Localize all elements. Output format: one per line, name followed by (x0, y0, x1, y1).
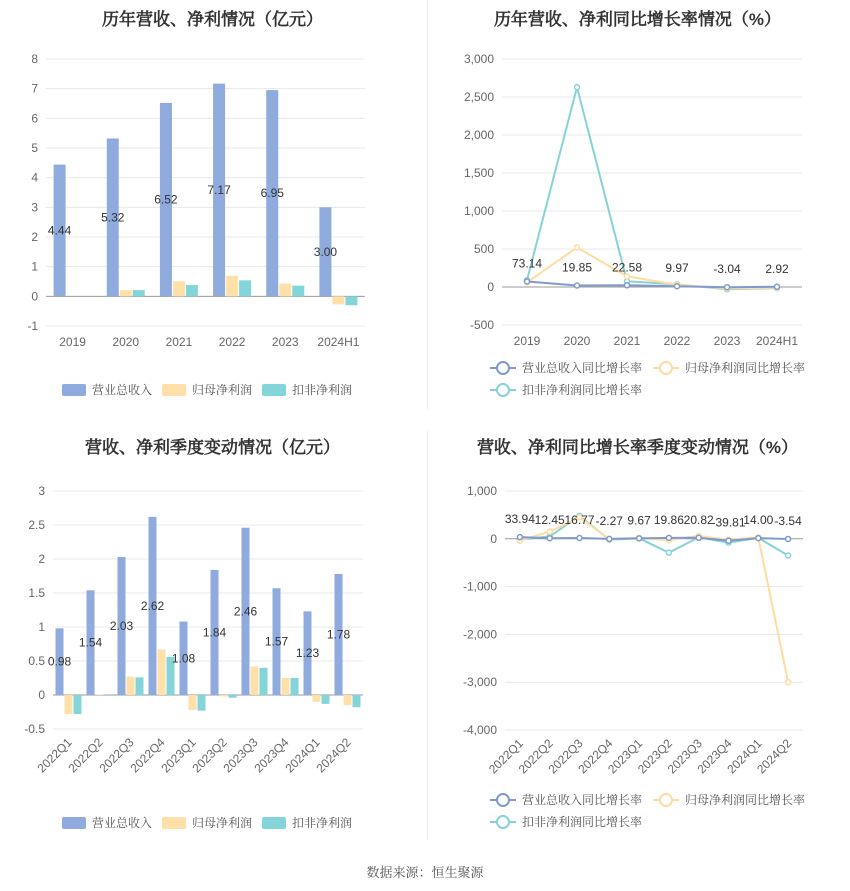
legend-label: 扣非净利润 (292, 383, 353, 397)
bar-data-label: 1.08 (171, 651, 196, 666)
x-tick-label: 2022 (218, 335, 246, 349)
x-tick-label: 2022Q3 (545, 736, 586, 777)
y-tick-label: 2.5 (28, 518, 45, 532)
x-tick-label: 2023Q4 (694, 736, 735, 777)
bar-data-label: 0.98 (47, 654, 72, 669)
x-tick-label: 2022Q3 (96, 735, 137, 776)
bar-deducted-profit (239, 280, 251, 296)
bar-data-label: 2.62 (140, 598, 165, 613)
chart-panel-annual-revenue (0, 0, 425, 420)
bar-data-label: 1.78 (326, 627, 351, 642)
legend-swatch (262, 817, 286, 829)
data-point (625, 274, 630, 279)
legend-marker (497, 794, 509, 806)
chart-panel-annual-growth (425, 0, 850, 420)
chart-panel-quarterly-growth (425, 425, 850, 850)
y-tick-label: 7 (31, 81, 38, 96)
data-point (786, 553, 791, 558)
x-tick-label: 2023Q3 (664, 736, 705, 777)
data-point (575, 245, 580, 250)
y-tick-label: 500 (473, 242, 494, 256)
bar-net-profit (313, 695, 321, 702)
y-tick-label: 0 (31, 289, 38, 304)
data-point (725, 285, 730, 290)
bar-net-profit (226, 276, 238, 296)
bar-deducted-profit (133, 290, 145, 296)
legend-swatch (162, 817, 186, 829)
line-data-label: 73.14 (511, 256, 543, 271)
chart-panel-quarterly-revenue (0, 425, 425, 850)
bar-deducted-profit (260, 668, 268, 695)
series-line-2 (527, 87, 777, 289)
bar-net-profit (173, 281, 185, 296)
data-point (575, 85, 580, 90)
x-tick-label: 2019 (513, 334, 541, 348)
line-data-label: 14.00 (743, 513, 774, 528)
line-data-label: -3.54 (774, 513, 802, 528)
bar-data-label: 2.03 (109, 618, 134, 633)
line-data-label: 9.97 (665, 261, 689, 276)
legend-marker (660, 794, 672, 806)
legend-label: 归母净利润 (192, 816, 253, 830)
chart-title: 营收、净利同比增长率季度变动情况（%） (476, 438, 799, 457)
chart-title: 历年营收、净利同比增长率情况（%） (493, 10, 782, 29)
x-tick-label: 2022 (663, 334, 691, 348)
bar-net-profit (127, 677, 135, 695)
vertical-divider-bottom (427, 430, 428, 840)
y-tick-label: -1,000 (462, 579, 497, 594)
data-point (666, 535, 671, 540)
x-tick-label: 2024Q2 (754, 736, 795, 777)
legend-label: 营业总收入 (92, 816, 153, 830)
bar-deducted-profit (353, 695, 361, 707)
y-tick-label: -3,000 (462, 675, 497, 690)
chart-title: 营收、净利季度变动情况（亿元） (85, 438, 340, 457)
bar-deducted-profit (345, 296, 357, 305)
quarterly-growth-line-chart (425, 425, 850, 850)
x-tick-label: 2019 (59, 335, 86, 349)
data-point (786, 680, 791, 685)
data-point (575, 283, 580, 288)
y-tick-label: -1 (27, 319, 38, 333)
bar-net-profit (158, 649, 166, 695)
bar-net-profit (251, 666, 259, 695)
y-tick-label: 1 (38, 620, 45, 634)
x-tick-label: 2022Q4 (575, 736, 616, 777)
bar-net-profit (120, 290, 132, 296)
legend-label: 营业总收入同比增长率 (522, 361, 643, 375)
y-tick-label: 2 (38, 552, 45, 566)
x-tick-label: 2020 (563, 334, 591, 348)
y-tick-label: 6 (31, 111, 38, 126)
bar-net-profit (344, 695, 352, 705)
x-tick-label: 2022Q2 (65, 735, 106, 776)
line-data-label: 19.86 (653, 512, 684, 527)
x-tick-label: 2021 (165, 335, 193, 349)
y-tick-label: 4 (31, 170, 38, 185)
line-data-label: 20.82 (683, 512, 714, 527)
bar-data-label: 3.00 (313, 244, 338, 259)
x-tick-label: 2023Q4 (251, 735, 292, 776)
legend-label: 归母净利润同比增长率 (685, 793, 806, 807)
legend-label: 营业总收入同比增长率 (522, 793, 643, 807)
legend-label: 营业总收入 (92, 383, 153, 397)
data-point (547, 536, 552, 541)
y-tick-label: 2,500 (463, 90, 494, 104)
bar-deducted-profit (105, 694, 113, 695)
line-data-label: 33.94 (504, 512, 535, 527)
bar-data-label: 7.17 (207, 182, 231, 197)
legend-label: 扣非净利润 (292, 816, 353, 830)
bar-data-label: 6.95 (260, 186, 284, 201)
line-data-label: 19.85 (561, 260, 593, 275)
bar-deducted-profit (292, 286, 304, 297)
data-point (637, 536, 642, 541)
legend-swatch (62, 384, 86, 396)
y-tick-label: 0.5 (28, 654, 45, 668)
bar-data-label: 1.84 (202, 625, 227, 640)
x-tick-label: 2023Q2 (634, 736, 676, 777)
data-point (775, 284, 780, 289)
bar-deducted-profit (186, 285, 198, 296)
bar-net-profit (65, 695, 73, 714)
legend-marker (497, 384, 509, 396)
data-point (696, 535, 701, 540)
data-point (547, 529, 552, 534)
bar-data-label: 1.57 (264, 634, 289, 649)
line-data-label: -39.81 (711, 515, 746, 530)
legend-label: 扣非净利润同比增长率 (522, 383, 643, 397)
y-tick-label: -2,000 (462, 627, 497, 642)
data-point (625, 283, 630, 288)
bar-data-label: 5.32 (101, 210, 125, 225)
legend-label: 归母净利润 (192, 383, 253, 397)
y-tick-label: 1,000 (463, 204, 494, 218)
bar-net-profit (220, 695, 228, 696)
legend-marker (497, 816, 509, 828)
bar-deducted-profit (229, 695, 237, 698)
y-tick-label: 3 (38, 484, 45, 498)
y-tick-label: 3,000 (463, 52, 494, 66)
bar-deducted-profit (74, 695, 82, 714)
x-tick-label: 2022Q4 (127, 735, 168, 776)
legend-swatch (62, 817, 86, 829)
x-tick-label: 2023Q2 (189, 735, 230, 776)
legend-label: 扣非净利润同比增长率 (522, 815, 643, 829)
bar-data-label: 2.46 (233, 604, 258, 619)
y-tick-label: 0 (38, 688, 45, 702)
y-tick-label: 5 (31, 141, 38, 155)
legend-swatch (262, 384, 286, 396)
y-tick-label: 1,500 (463, 166, 494, 180)
line-data-label: 2.92 (765, 261, 789, 276)
x-tick-label: 2021 (613, 334, 641, 348)
y-tick-label: 3 (31, 200, 38, 215)
y-tick-label: 0 (490, 531, 497, 546)
data-point (675, 284, 680, 289)
line-data-label: -3.04 (713, 262, 741, 277)
x-tick-label: 2023 (713, 334, 741, 348)
line-data-label: 12.45 (534, 513, 565, 528)
x-tick-label: 2020 (112, 335, 140, 349)
line-data-label: -2.27 (595, 513, 623, 528)
annual-growth-line-chart (425, 0, 850, 420)
y-tick-label: 0 (487, 280, 494, 294)
y-tick-label: 1 (31, 259, 38, 274)
bar-net-profit (189, 695, 197, 710)
bar-deducted-profit (198, 695, 206, 711)
data-point (577, 535, 582, 540)
bar-data-label: 6.52 (154, 192, 178, 207)
annual-revenue-bar-chart (0, 0, 425, 420)
x-tick-label: 2022Q1 (485, 736, 527, 777)
x-tick-label: 2024Q2 (313, 735, 354, 776)
quarterly-revenue-bar-chart (0, 425, 425, 850)
line-data-label: 9.67 (627, 513, 651, 528)
y-tick-label: -4,000 (462, 723, 497, 737)
data-point (726, 538, 731, 543)
x-tick-label: 2023 (271, 335, 299, 349)
line-data-label: 16.77 (564, 512, 595, 527)
bar-data-label: 1.54 (78, 635, 103, 650)
data-point (756, 536, 761, 541)
y-tick-label: 1,000 (466, 484, 497, 498)
data-point (517, 535, 522, 540)
bar-deducted-profit (291, 678, 299, 695)
y-tick-label: 1.5 (28, 586, 45, 600)
bar-net-profit (282, 678, 290, 695)
x-tick-label: 2024H1 (755, 334, 799, 348)
x-tick-label: 2023Q1 (605, 736, 646, 777)
data-point (525, 279, 530, 284)
chart-title: 历年营收、净利情况（亿元） (102, 10, 323, 29)
legend-swatch (162, 384, 186, 396)
bar-data-label: 4.44 (47, 223, 72, 238)
y-tick-label: -500 (469, 318, 494, 332)
x-tick-label: 2022Q2 (515, 736, 556, 777)
data-point (607, 536, 612, 541)
bar-deducted-profit (322, 695, 330, 704)
legend-marker (497, 362, 509, 374)
line-data-label: 22.58 (611, 260, 643, 275)
data-source-note: 数据来源：恒生聚源 (366, 865, 484, 880)
bar-net-profit (332, 296, 344, 304)
legend-marker (660, 362, 672, 374)
x-tick-label: 2022Q1 (34, 735, 75, 776)
x-tick-label: 2023Q1 (158, 735, 199, 776)
y-tick-label: 2 (31, 230, 38, 244)
data-point (786, 536, 791, 541)
legend-label: 归母净利润同比增长率 (685, 361, 806, 375)
series-line-1 (520, 517, 788, 682)
y-tick-label: -0.5 (24, 722, 45, 736)
bar-deducted-profit (136, 677, 144, 695)
x-tick-label: 2024Q1 (724, 736, 765, 777)
x-tick-label: 2024H1 (317, 335, 360, 349)
y-tick-label: 8 (31, 52, 38, 66)
data-point (666, 550, 671, 555)
bar-data-label: 1.23 (295, 646, 320, 661)
x-tick-label: 2023Q3 (220, 735, 261, 776)
y-tick-label: 2,000 (463, 128, 494, 142)
x-tick-label: 2024Q1 (282, 735, 323, 776)
bar-net-profit (96, 694, 104, 695)
vertical-divider-top (427, 0, 428, 410)
bar-net-profit (279, 284, 291, 297)
